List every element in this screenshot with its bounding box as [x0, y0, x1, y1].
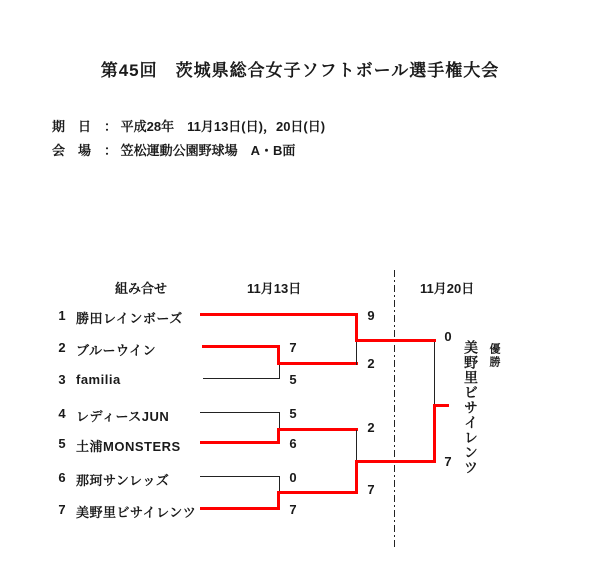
- venue-label: 会 場 ：: [52, 143, 118, 158]
- score-m3-bottom: 7: [289, 502, 297, 517]
- event-info: [52, 115, 325, 163]
- page-title: 第45回 茨城県総合女子ソフトボール選手権大会: [100, 61, 500, 80]
- bracket-line-m3-out: [277, 491, 358, 494]
- score-sf2-bottom: 7: [367, 482, 375, 497]
- bracket-line-team6: [200, 476, 279, 477]
- bracket-line-team7-win: [200, 507, 280, 510]
- bracket-line-team1-win: [200, 313, 358, 316]
- score-m1-top: 7: [289, 340, 297, 355]
- bracket-join-sf1-winner: [355, 313, 358, 342]
- bracket-join-m2-loser: [279, 412, 280, 429]
- score-m3-top: 0: [289, 470, 297, 485]
- score-sf1-top: 9: [367, 308, 375, 323]
- bracket-line-sf2-out: [355, 460, 436, 463]
- event-date-line: [52, 115, 325, 139]
- score-final-top: 0: [444, 329, 452, 344]
- team-seed: 1: [58, 308, 66, 323]
- bracket-line-m2-out: [277, 428, 358, 431]
- bracket-join-sf1-loser: [356, 342, 357, 365]
- team-row: [56, 372, 121, 388]
- bracket-line-team4: [200, 412, 279, 413]
- bracket-line-m1-out: [277, 362, 358, 365]
- champion-label: 優勝: [488, 343, 500, 369]
- header-pairings: 組み合せ: [115, 281, 168, 296]
- team-row: [56, 502, 196, 518]
- team-seed: 5: [58, 436, 66, 451]
- team-name: ブルーウイン: [76, 343, 157, 358]
- team-name: 勝田レインボーズ: [76, 311, 183, 326]
- header-day1: 11月13日: [247, 281, 302, 296]
- bracket-join-sf2-winner: [355, 460, 358, 494]
- team-name: 土浦MONSTERS: [76, 439, 181, 454]
- bracket-line-team2-win: [202, 345, 280, 348]
- score-sf2-top: 2: [367, 420, 375, 435]
- team-name: レディースJUN: [76, 409, 170, 424]
- bracket-line-team3: [203, 378, 279, 379]
- team-seed: 7: [58, 502, 66, 517]
- team-seed: 2: [58, 340, 66, 355]
- team-seed: 6: [58, 470, 66, 485]
- round-divider-line: [394, 270, 395, 550]
- bracket-line-champion: [433, 404, 449, 407]
- score-m1-bottom: 5: [289, 372, 297, 387]
- score-m2-top: 5: [289, 406, 297, 421]
- team-seed: 4: [58, 406, 66, 421]
- venue-value: 笠松運動公園野球場 A・B面: [120, 143, 296, 158]
- team-seed: 3: [58, 372, 66, 387]
- team-row: [56, 470, 169, 486]
- date-label: 期 日 ：: [52, 119, 118, 134]
- team-row: [56, 308, 183, 324]
- bracket-join-final-winner: [433, 404, 436, 463]
- bracket-join-final-loser: [434, 342, 435, 405]
- bracket-line-sf1-out: [355, 339, 436, 342]
- bracket-join-m1-loser: [279, 363, 280, 379]
- bracket-line-team5-win: [200, 441, 280, 444]
- score-final-bottom: 7: [444, 454, 452, 469]
- bracket-join-m3-loser: [279, 476, 280, 492]
- team-row: [56, 436, 181, 452]
- team-name: 那珂サンレッズ: [76, 473, 170, 488]
- date-value: 平成28年 11月13日(日)，20日(日): [120, 119, 326, 134]
- score-m2-bottom: 6: [289, 436, 297, 451]
- team-name: familia: [76, 372, 121, 387]
- team-row: [56, 406, 169, 422]
- champion-name: 美野里ビサイレンツ: [463, 340, 479, 475]
- bracket-join-sf2-loser: [356, 430, 357, 461]
- score-sf1-bottom: 2: [367, 356, 375, 371]
- team-name: 美野里ビサイレンツ: [76, 505, 197, 520]
- team-row: [56, 340, 156, 356]
- header-day2: 11月20日: [420, 281, 475, 296]
- event-venue-line: [52, 139, 325, 163]
